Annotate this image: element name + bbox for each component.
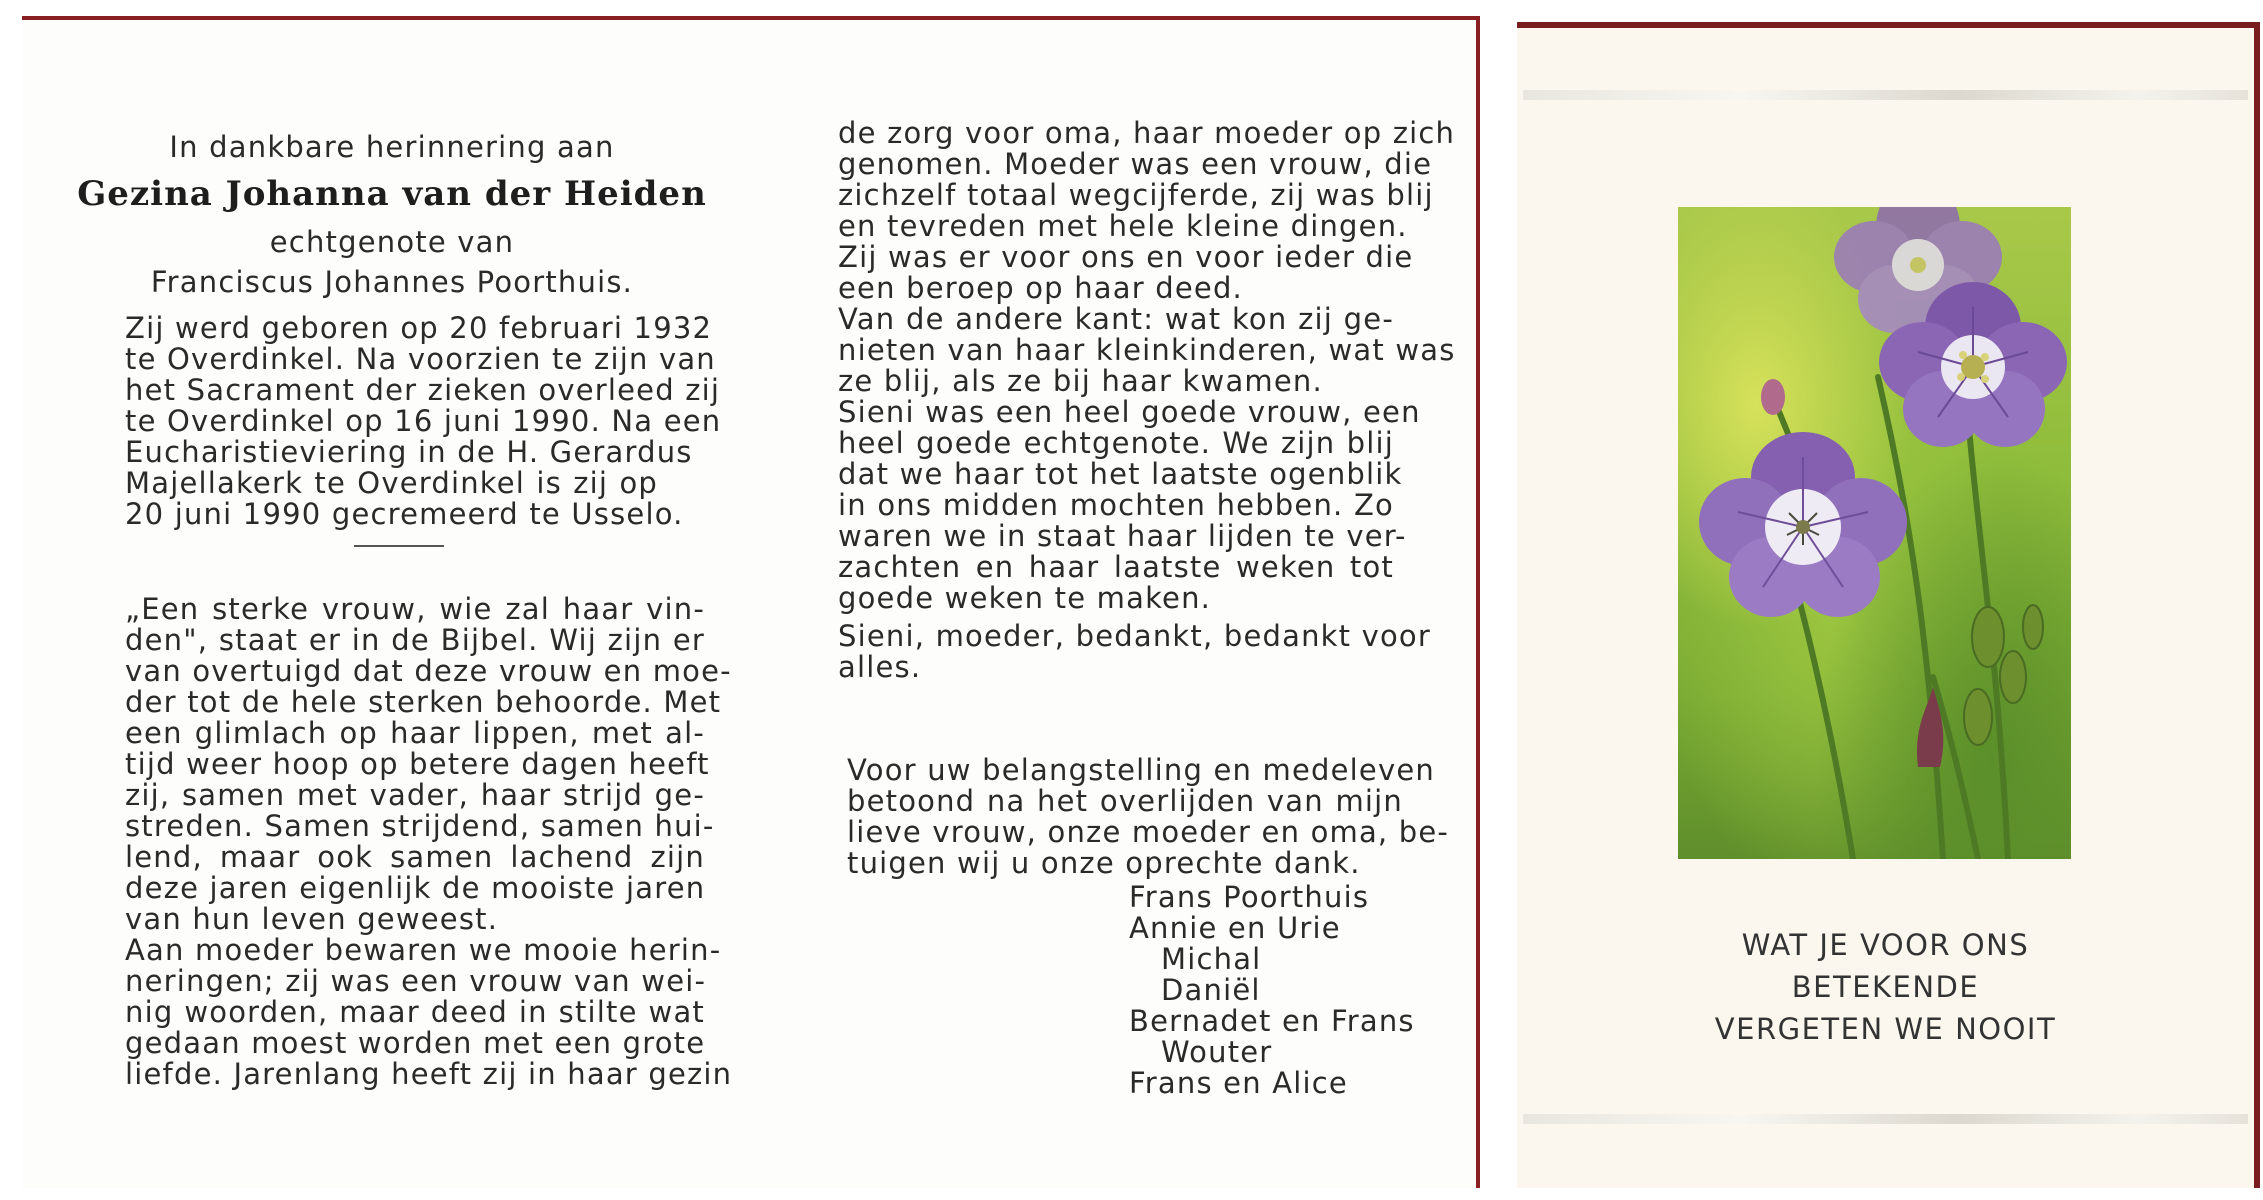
tribute-line: nig woorden, maar deed in stilte wat [125,995,705,1029]
tribute-line: lend, maar ook samen lachend zijn [125,840,705,874]
bio-line: Majellakerk te Overdinkel is zij op [125,466,658,500]
tribute-line: Aan moeder bewaren we mooie herin- [125,933,722,967]
continuation-line: Zij was er voor ons en voor ieder die [838,240,1414,274]
bottom-stripe [1523,1114,2248,1124]
bio-line: 20 juni 1990 gecremeerd te Usselo. [125,497,684,531]
motto-line: VERGETEN WE NOOIT [1714,1012,2057,1046]
continuation-line: goede weken te maken. [838,581,1212,615]
thanks-line: lieve vrouw, onze moeder en oma, be- [847,815,1450,849]
continuation-line: Sieni was een heel goede vrouw, een [838,395,1421,429]
continuation-line: genomen. Moeder was een vrouw, die [838,147,1433,181]
continuation-line: een beroep op haar deed. [838,271,1243,305]
bio-line: te Overdinkel op 16 juni 1990. Na een [125,404,722,438]
tribute-line: tijd weer hoop op betere dagen heeft [125,747,710,781]
continuation-line: dat we haar tot het laatste ogenblik [838,457,1403,491]
continuation-line: in ons midden mochten hebben. Zo [838,488,1394,522]
continuation-line: Van de andere kant: wat kon zij ge- [838,302,1394,336]
continuation-line: zachten en haar laatste weken tot [838,550,1394,584]
continuation-line: ze blij, als ze bij haar kwamen. [838,364,1323,398]
thanks-line: Voor uw belangstelling en medeleven [847,753,1435,787]
deceased-name: Gezina Johanna van der Heiden [77,174,707,214]
geranium-illustration [1678,207,2071,859]
memorial-card-inside [22,16,1480,1188]
tribute-line: streden. Samen strijdend, samen hui- [125,809,715,843]
tribute-line: een glimlach op haar lippen, met al- [125,716,705,750]
signatory: Frans Poorthuis [1129,880,1370,914]
continuation-line: heel goede echtgenote. We zijn blij [838,426,1394,460]
motto-line: BETEKENDE [1791,970,1980,1004]
continuation-line: de zorg voor oma, haar moeder op zich [838,116,1456,150]
tribute-line: zij, samen met vader, haar strijd ge- [125,778,705,812]
continuation-line: alles. [838,650,922,684]
left-page [22,20,749,1188]
signatory: Frans en Alice [1129,1066,1348,1100]
continuation-line: en tevreden met hele kleine dingen. [838,209,1408,243]
right-page [749,20,1476,1188]
bio-line: Zij werd geboren op 20 februari 1932 [125,311,713,345]
tribute-line: „Een sterke vrouw, wie zal haar vin- [125,592,705,626]
tribute-line: gedaan moest worden met een grote [125,1026,706,1060]
tribute-line: van overtuigd dat deze vrouw en moe- [125,654,732,688]
heading: In dankbare herinnering aan [169,130,615,164]
bio-line: te Overdinkel. Na voorzien te zijn van [125,342,716,376]
continuation-line: waren we in staat haar lijden te ver- [838,519,1407,553]
signatory: Wouter [1161,1035,1273,1069]
tribute-line: den", staat er in de Bijbel. Wij zijn er [125,623,705,657]
tribute-line: neringen; zij was een vrouw van wei- [125,964,707,998]
tribute-line: van hun leven geweest. [125,902,499,936]
signatory: Michal [1161,942,1262,976]
spouse-name: Franciscus Johannes Poorthuis. [150,265,634,299]
motto-line: WAT JE VOOR ONS [1741,928,2030,962]
tribute-line: liefde. Jarenlang heeft zij in haar gezin [125,1057,733,1091]
divider [354,545,444,547]
bio-line: het Sacrament der zieken overleed zij [125,373,721,407]
tribute-line: deze jaren eigenlijk de mooiste jaren [125,871,706,905]
continuation-line: Sieni, moeder, bedankt, bedankt voor [838,619,1431,653]
top-stripe [1523,90,2248,100]
thanks-line: tuigen wij u onze oprechte dank. [847,846,1361,880]
signatory: Daniël [1161,973,1261,1007]
bio-line: Eucharistieviering in de H. Gerardus [125,435,693,469]
continuation-line: nieten van haar kleinkinderen, wat was [838,333,1456,367]
flower-photo [1678,207,2071,859]
memorial-card-front [1517,22,2260,1188]
tribute-line: der tot de hele sterken behoorde. Met [125,685,722,719]
signatory: Annie en Urie [1129,911,1341,945]
thanks-line: betoond na het overlijden van mijn [847,784,1403,818]
continuation-line: zichzelf totaal wegcijferde, zij was blij [838,178,1434,212]
signatory: Bernadet en Frans [1129,1004,1415,1038]
spouse-intro: echtgenote van [269,225,515,259]
